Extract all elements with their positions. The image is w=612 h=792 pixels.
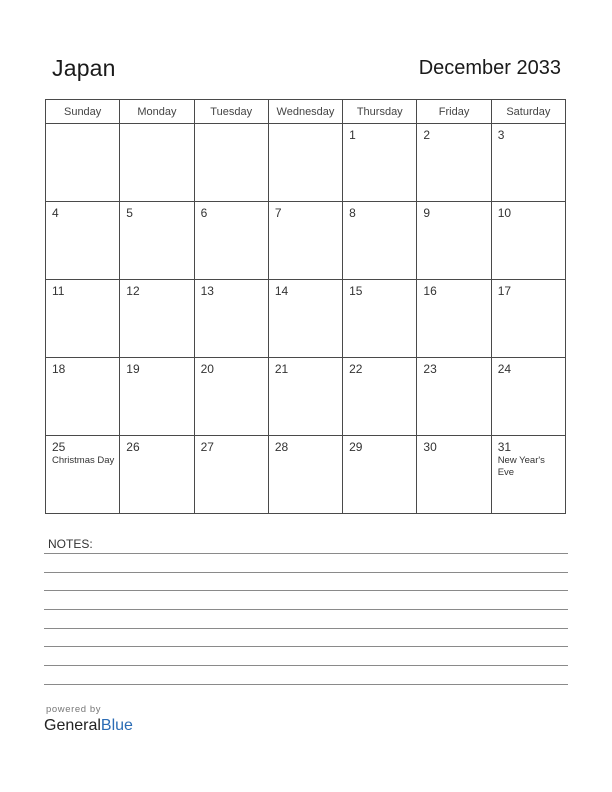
day-cell [417,124,491,202]
day-cell [120,358,194,436]
day-number: 24 [497,362,512,376]
day-cell [120,436,194,514]
day-number: 4 [52,206,59,220]
note-line [44,646,568,647]
day-number: 17 [497,284,512,298]
day-cell [268,358,342,436]
weekday-wednesday: Wednesday [268,100,342,124]
weekday-header-row [46,100,566,124]
day-number: 20 [200,362,214,376]
day-cell [268,202,342,280]
day-cell [46,280,120,358]
day-cell [46,358,120,436]
day-cell [120,202,194,280]
day-number: 3 [497,128,505,142]
day-cell [46,202,120,280]
weekday-thursday: Thursday [343,100,417,124]
day-number: 27 [200,440,214,454]
day-cell [343,436,417,514]
week-row [46,280,566,358]
day-cell [491,124,565,202]
day-number: 30 [423,440,437,454]
day-cell [194,280,268,358]
day-cell [343,124,417,202]
day-cell [46,436,120,514]
day-cell [268,280,342,358]
note-line [44,665,568,666]
day-number: 19 [126,362,140,376]
day-cell [120,124,194,202]
day-cell [491,436,565,514]
notes-label: NOTES: [48,537,93,551]
holiday-label: Christmas Day [52,455,115,466]
day-number: 23 [423,362,437,376]
day-cell [343,358,417,436]
note-line [44,590,568,591]
day-cell [491,358,565,436]
day-cell [417,280,491,358]
day-cell [194,124,268,202]
day-number: 7 [274,206,282,220]
day-number: 9 [423,206,431,220]
day-number: 1 [349,128,356,142]
day-number: 12 [126,284,140,298]
day-cell [194,436,268,514]
day-number: 11 [52,284,65,298]
brand-blue-text: Blue [100,717,133,734]
note-line [44,572,568,573]
day-cell [268,436,342,514]
day-number: 31 [497,440,512,454]
day-number: 5 [126,206,133,220]
day-number: 15 [349,284,363,298]
day-number: 6 [200,206,208,220]
brand-general-text: General [44,717,101,734]
note-line [44,628,568,629]
day-number: 13 [200,284,214,298]
day-cell [194,202,268,280]
day-number: 26 [126,440,140,454]
day-number: 22 [349,362,363,376]
day-cell [268,124,342,202]
country-title: Japan [52,55,116,81]
day-number: 8 [349,206,356,220]
day-cell [46,124,120,202]
brand-logo [44,717,133,735]
day-cell [417,202,491,280]
day-cell [120,280,194,358]
holiday-label: New Year's Eve [497,455,545,478]
day-cell [491,280,565,358]
day-number: 21 [274,362,289,376]
day-cell [343,280,417,358]
month-year-title: December 2033 [418,57,561,79]
day-cell [417,358,491,436]
week-row [46,358,566,436]
note-line [44,684,568,685]
day-cell [194,358,268,436]
note-line [44,609,568,610]
weekday-sunday: Sunday [46,100,120,124]
calendar-grid [45,99,566,514]
weekday-saturday: Saturday [491,100,565,124]
weekday-monday: Monday [120,100,194,124]
day-number: 18 [52,362,66,376]
day-number: 25 [52,440,66,454]
day-cell [343,202,417,280]
note-line [44,553,568,554]
day-number: 10 [497,206,512,220]
day-number: 16 [423,284,437,298]
day-number: 2 [423,128,431,142]
weekday-tuesday: Tuesday [194,100,268,124]
day-number: 29 [349,440,363,454]
week-row [46,124,566,202]
week-row [46,436,566,514]
day-number: 28 [274,440,289,454]
day-cell [417,436,491,514]
powered-by-text: powered by [46,704,102,715]
weekday-friday: Friday [417,100,491,124]
day-number: 14 [274,284,289,298]
week-row [46,202,566,280]
day-cell [491,202,565,280]
